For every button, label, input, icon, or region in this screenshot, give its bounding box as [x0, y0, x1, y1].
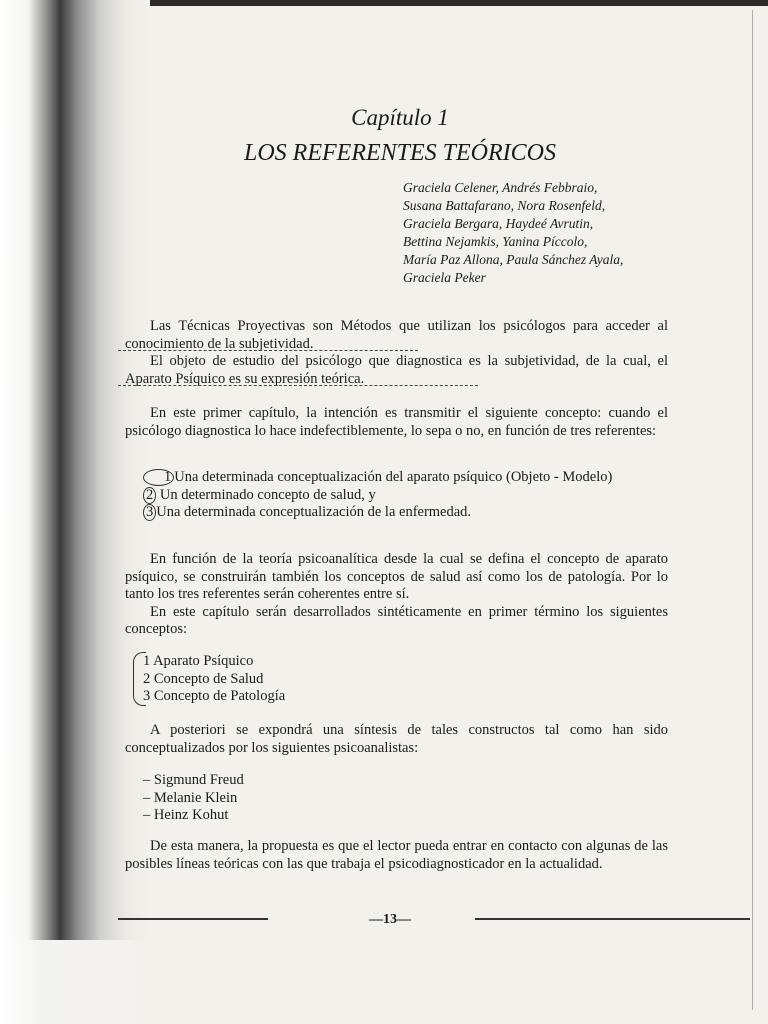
concept-text: Concepto de Patología [153, 688, 286, 704]
handwritten-underline [118, 350, 418, 351]
referents-list [125, 469, 668, 522]
analysts-list [143, 772, 443, 825]
paragraph-1: Las Técnicas Proyectivas son Métodos que utilizan los psicólogos para acceder al conocimiento de la subjetividad. [125, 318, 668, 352]
author-list [403, 179, 743, 287]
author-line: Bettina Nejamkis, Yanina Píccolo, [403, 234, 588, 249]
author-line: Graciela Bergara, Haydeé Avrutin, [403, 216, 594, 231]
chapter-number: Capítulo 1 [351, 105, 449, 130]
page-number: —13— [369, 912, 411, 927]
closing-block [125, 838, 668, 873]
concept-number: 2 [143, 670, 151, 687]
analyst-item: – Melanie Klein [143, 789, 238, 806]
author-line: Graciela Celener, Andrés Febbraio, [403, 180, 598, 195]
referent-item [125, 504, 668, 522]
concept-item [143, 671, 543, 689]
handwritten-circle-number: 1 [143, 469, 174, 486]
concept-number: 1 [143, 653, 151, 669]
concepts-list [143, 653, 543, 706]
concept-text: Aparato Psíquico [153, 653, 254, 669]
concept-text: Concepto de Salud [153, 670, 264, 687]
paragraph-5: En este capítulo serán desarrollados sintéticamente en primer término los siguientes conceptos: [125, 603, 668, 637]
concept-number: 3 [143, 688, 151, 704]
footer-rule-left [118, 918, 268, 920]
analyst-item: – Heinz Kohut [143, 807, 229, 823]
concept-item [143, 653, 543, 671]
intro-block [125, 318, 668, 388]
analyst-item: – Sigmund Freud [143, 772, 244, 788]
referent-text: Un determinado concepto de salud, y [159, 486, 376, 503]
author-line: Graciela Peker [403, 270, 486, 285]
paragraph-7: De esta manera, la propuesta es que el lector pueda entrar en contacto con algunas de las posibles líneas teóricas con las que trabaja el psicodiagnosticador en la actualidad. [125, 838, 668, 872]
paragraph-3: En este primer capítulo, la intención es transmitir el siguiente concepto: cuando el psicólogo diagnostica lo hace indefectiblemente, lo sepa o no, en función de tres referentes: [125, 405, 668, 439]
handwritten-circle-number: 3 [143, 504, 156, 521]
author-line: Susana Battafarano, Nora Rosenfeld, [403, 198, 606, 213]
referent-item [125, 487, 668, 505]
paragraph-6: A posteriori se expondrá una síntesis de tales constructos tal como han sido conceptualizados por los siguientes psicoanalistas: [125, 722, 668, 756]
paragraph-2: El objeto de estudio del psicólogo que diagnostica es la subjetividad, de la cual, el Aparato Psíquico es su expresión teórica. [125, 353, 668, 387]
footer-rule-right [475, 918, 750, 920]
handwritten-circle-number: 2 [143, 487, 156, 504]
referent-item [125, 469, 668, 487]
paragraph-4: En función de la teoría psicoanalítica desde la cual se defina el concepto de aparato psíquico, se construirán también los conceptos de salud así como los de patología. Por lo tanto los tres referentes serán coherentes entre sí. [125, 551, 668, 602]
concept-item [143, 688, 543, 706]
referents-intro [125, 405, 668, 440]
analysts-intro [125, 722, 668, 757]
chapter-title: LOS REFERENTES TEÓRICOS [244, 140, 556, 166]
concepts-intro [125, 551, 668, 639]
referent-text: Una determinada conceptualización de la enfermedad. [156, 504, 472, 520]
referent-text: Una determinada conceptualización del aparato psíquico (Objeto - Modelo) [174, 469, 613, 485]
author-line: María Paz Allona, Paula Sánchez Ayala, [403, 252, 624, 267]
handwritten-underline [118, 385, 478, 386]
